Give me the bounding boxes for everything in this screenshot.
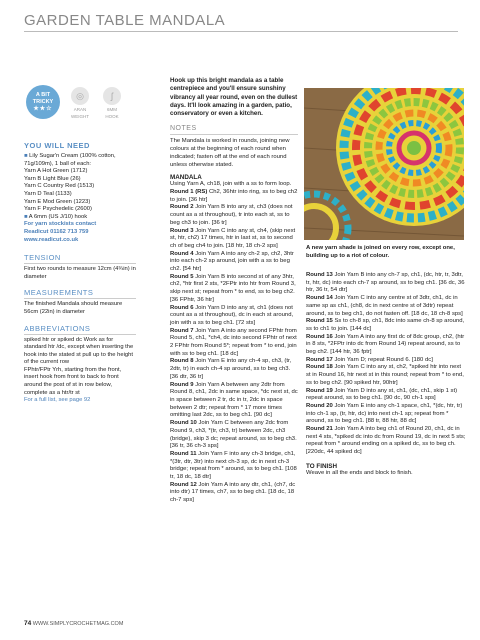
round-instructions: Join Yarn C into any st, ch4, (skip next st, htr, ch2) 17 times, htr in last st, ss to second ch of beg ch4 to join. [18 htr, 18 ch-2 sps] (170, 227, 296, 249)
pattern-round (170, 305, 298, 328)
round-instructions: Join Yarn D; repeat Round 6. [180 dc] (332, 356, 433, 363)
round-instructions: Join Yarn B into any ch-7 sp, ch1, (dc, htr, tr, 3dtr, tr, htr, dc) into each ch-7 sp around, ss to beg ch1. [36 dc, 36 htr, 36 tr, 54 dtr] (306, 272, 465, 294)
round-instructions: Join Yarn A into any first dc of 8dc group, ch2, (htr in 8 sts, *2FPtr into dc from Round 14) repeat around, ss to beg ch2. [144 htr, 36 fptr] (306, 333, 465, 356)
measurements-heading: MEASUREMENTS (24, 288, 94, 298)
material-item: Yarn E Mod Green (1223) (24, 198, 91, 205)
measurements-text: The finished Mandala should measure 56cm (22in) in diameter (24, 301, 123, 315)
pattern-round (170, 420, 298, 451)
pattern-round (170, 189, 298, 204)
material-item: ■ Lily Sugar'n Cream (100% cotton, 71g/109m), 1 ball of each: (24, 153, 116, 167)
pattern-round (306, 334, 466, 357)
hook-icon: ʃ (103, 87, 121, 105)
abbreviation-more-link[interactable]: For a full list, see page 92 (24, 397, 91, 404)
page-footer (24, 620, 123, 627)
difficulty-badge (26, 85, 60, 119)
mandala-heading: MANDALA (170, 174, 202, 182)
round-instructions: Join Yarn A into beg ch1 of Round 20, ch1, dc in next 4 sts, *spiked dc into dc from Round 19, dc in next 5 sts; repeat from * around ending on a spiked dc, ss to beg ch. [220dc, 44 spiked dc] (306, 426, 466, 456)
yarn-weight-label-2: WEIGHT (71, 114, 89, 119)
difficulty-stars-icon: ★★☆ (33, 106, 53, 112)
yarn-weight-badge (66, 87, 94, 119)
round-instructions: Join Yarn D into any st, ch1 (does not count as a st throughout), dc in each st around, join with a ss to beg ch1. [72 sts] (170, 304, 294, 326)
notes-divider (170, 134, 298, 135)
round-instructions: Join Yarn E into any ch-4 sp, ch3, (tr, 2dtr, tr) in each ch-4 sp around, ss to beg ch3. [36 dtr, 36 tr] (170, 358, 292, 380)
pattern-round (170, 274, 298, 305)
hook-size-label-1: 6MM (107, 107, 117, 112)
round-instructions: Join Yarn D into any st, ch1, (dc, ch1, skip 1 st) repeat around, ss to beg ch1. [90 dc, 90 ch-1 sps] (306, 387, 458, 402)
right-rounds-list (306, 272, 466, 457)
material-item: Yarn D Teal (1133) (24, 190, 72, 197)
pattern-round (306, 388, 466, 403)
round-label: Round 13 (306, 272, 333, 278)
round-instructions: Ch2, 36htr into ring, ss to beg ch2 to join. [36 htr] (170, 189, 298, 203)
round-label: Round 21 (306, 426, 333, 433)
to-finish-heading: TO FINISH (306, 462, 338, 470)
pattern-round (306, 272, 466, 295)
material-item: Yarn A Hot Green (1712) (24, 168, 88, 175)
round-label: Round 19 (306, 387, 333, 394)
round-label: Round 12 (170, 481, 197, 488)
round-instructions: Join Yarn B into any st, ch3 (does not count as a st throughout), tr into each st, ss to beg ch3 to join. [36 tr] (170, 204, 293, 226)
round-instructions: Join Yarn A into any ch-2 sp, ch2, 3htr into each ch-2 sp around, join with a ss to beg ch2. [54 htr] (170, 250, 294, 273)
abbreviation-spiked: spiked htr or spiked dc Work as for standard htr /dc, except when inserting the hook into the stated st pull up to the height of the current row (24, 336, 134, 366)
round-instructions: Join Yarn B into second st of any 3htr, ch2, *htr first 2 sts, *2FPtr into htr from Round 3, skip next st; repeat from * to end, ss to beg ch2. [36 FPhtr, 36 htr] (170, 273, 296, 303)
round-label: Round 7 (170, 327, 194, 334)
right-column (306, 272, 466, 478)
bullet-icon: ■ (24, 153, 30, 159)
round-label: Round 15 (306, 318, 333, 325)
round-label: Round 18 (306, 364, 333, 371)
round-label: Round 1 (RS) (170, 189, 208, 195)
photo-caption: A new yarn shade is joined on every row, except one, building up to a riot of colour. (306, 245, 455, 259)
material-item: Yarn C Country Red (1513) (24, 183, 95, 190)
round-instructions: Join Yarn F into any ch-3 bridge, ch1, *(3tr, dtr, 3tr) into next ch-3 sp, dc in next ch-3 bridge; repeat from * around, ss to beg ch1. [108 tr, 18 dc, 18 dtr] (170, 450, 297, 481)
round-instructions: Join Yarn C into any st, ch2, *spiked htr into next st in Round 16, htr next st in this round; repeat from * to end, ss to beg ch2. [90 spiked htr, 90htr] (306, 364, 464, 386)
pattern-badges (26, 85, 138, 121)
pattern-round (170, 451, 298, 482)
round-label: Round 6 (170, 304, 194, 311)
page-title: GARDEN TABLE MANDALA (24, 12, 226, 29)
round-instructions: Join Yarn E into any ch-1 space, ch1, *(dc, htr, tr) into ch-1 sp, (tr, htr, dc) into next ch-1 sp; repeat from * around, ss to beg ch1. [88 tr, 88 htr, 88 dc] (306, 402, 463, 425)
round-instructions: Join Yarn C between any 2dc from Round 9, ch3, *(tr, ch3, tr) between 2dc, ch3 (bridge), skip 3 dc; repeat around, ss to beg ch3. [36 tr, 36 ch-3 sps] (170, 420, 297, 450)
yarn-ball-icon: ◎ (71, 87, 89, 105)
readicut-website[interactable]: www.readicut.co.uk (24, 236, 79, 243)
hook-size-badge (98, 87, 126, 119)
hook-item: ■ A 6mm (US J/10) hook (24, 213, 88, 220)
pattern-round (170, 358, 298, 381)
round-label: Round 3 (170, 227, 194, 234)
pattern-round (170, 328, 298, 359)
stockists-text: For yarn stockists contact (24, 221, 97, 228)
pattern-round (170, 204, 298, 227)
bullet-icon: ■ (24, 213, 29, 220)
round-instructions: Join Yarn C into any centre st of 3dtr, ch1, dc in same sp as ch1, (ch8, dc in next centre st of 3dtr) repeat around, ss to beg ch1, do not fasten off. [18 dc, 18 ch-8 sps] (306, 295, 463, 317)
round-label: Round 17 (306, 356, 333, 363)
round-label: Round 5 (170, 273, 194, 280)
material-item: Yarn F Psychedelic (2600) (24, 206, 92, 213)
pattern-round (170, 482, 298, 505)
pattern-round (306, 318, 466, 333)
round-label: Round 14 (306, 295, 333, 302)
round-instructions: Ss to ch-8 sp, ch1, 8dc into same ch-8 sp around, ss to ch1 to join. [144 dc] (306, 318, 465, 332)
pattern-round (306, 295, 466, 318)
pattern-round (306, 364, 466, 387)
round-label: Round 16 (306, 333, 333, 340)
difficulty-line-2: TRICKY (32, 99, 54, 105)
pattern-round (306, 403, 466, 426)
notes-text: The Mandala is worked in rounds, joining new colours at the beginning of each round when indicated; fasten off at the end of each round unless otherwise stated. (170, 138, 290, 168)
round-label: Round 4 (170, 250, 194, 257)
pattern-round (306, 426, 466, 457)
tension-text: First two rounds to measure 12cm (4¾in) in diameter (24, 266, 136, 280)
round-label: Round 8 (170, 358, 194, 365)
pattern-round (306, 357, 466, 365)
material-item: Yarn B Light Blue (26) (24, 175, 81, 182)
pattern-round (170, 228, 298, 251)
round-label: Round 20 (306, 402, 333, 409)
readicut-phone: Readicut 01162 713 759 (24, 228, 89, 235)
pattern-round (170, 251, 298, 274)
round-label: Round 11 (170, 450, 197, 457)
abbreviation-fphtr: FPhtr/FPtr Yrh, starting from the front, insert hook from front to back to front around the post of st in row below, complete as a htr/tr st (24, 366, 122, 396)
footer-website: WWW.SIMPLYCROCHETMAG.COM (32, 621, 124, 627)
middle-column (170, 77, 298, 505)
round-instructions: Join Yarn A between any 2dtr from Round 8, ch1, 2dc in same space, *dc next st, dc in space between 2 tr, dc in tr, 2dc in space between 2 dtr; repeat from * 17 more times omitting last 2dc, ss to beg ch1. [90 dc] (170, 381, 298, 419)
intro-text: Hook up this bright mandala as a table centrepiece and you'll ensure sunshiny vibrancy all year round, even on the dullest days. It'll look amazing in a garden, patio, conservatory or even a kitchen. (170, 77, 298, 118)
round-instructions: Join Yarn A into any dtr, ch1, (ch7, dc into dtr) 17 times, ch7, ss to beg ch1. [18 dc, 18 ch-7 sps] (170, 481, 296, 504)
round-label: Round 2 (170, 204, 194, 211)
to-finish-text: Weave in all the ends and block to finish. (306, 469, 413, 476)
round-instructions: Join Yarn A into any second FPhtr from Round 5, ch1, *ch4, dc into second FPhtr of next 2 FPhtr from Round 5*; repeat from * to end, join with ss to beg ch1. [18 dc] (170, 327, 297, 357)
mandala-photo (304, 88, 464, 240)
round-label: Round 10 (170, 420, 197, 427)
difficulty-line-1: A BIT (35, 92, 51, 98)
pattern-round (170, 382, 298, 421)
round-label: Round 9 (170, 381, 194, 388)
mandala-start: Using Yarn A, ch18, join with a ss to form loop. (170, 181, 292, 188)
hook-size-label-2: HOOK (105, 114, 119, 119)
title-divider (24, 31, 458, 32)
page-number: 74 (24, 620, 32, 627)
yarn-weight-label-1: ARAN (73, 107, 87, 112)
mandala-photo-image (304, 88, 464, 240)
you-will-need-heading: YOU WILL NEED (24, 141, 90, 150)
mid-rounds-list (170, 189, 298, 505)
abbreviations-heading: ABBREVIATIONS (24, 323, 91, 333)
notes-heading: NOTES (170, 125, 197, 133)
left-column (24, 141, 136, 405)
tension-heading: TENSION (24, 253, 61, 263)
